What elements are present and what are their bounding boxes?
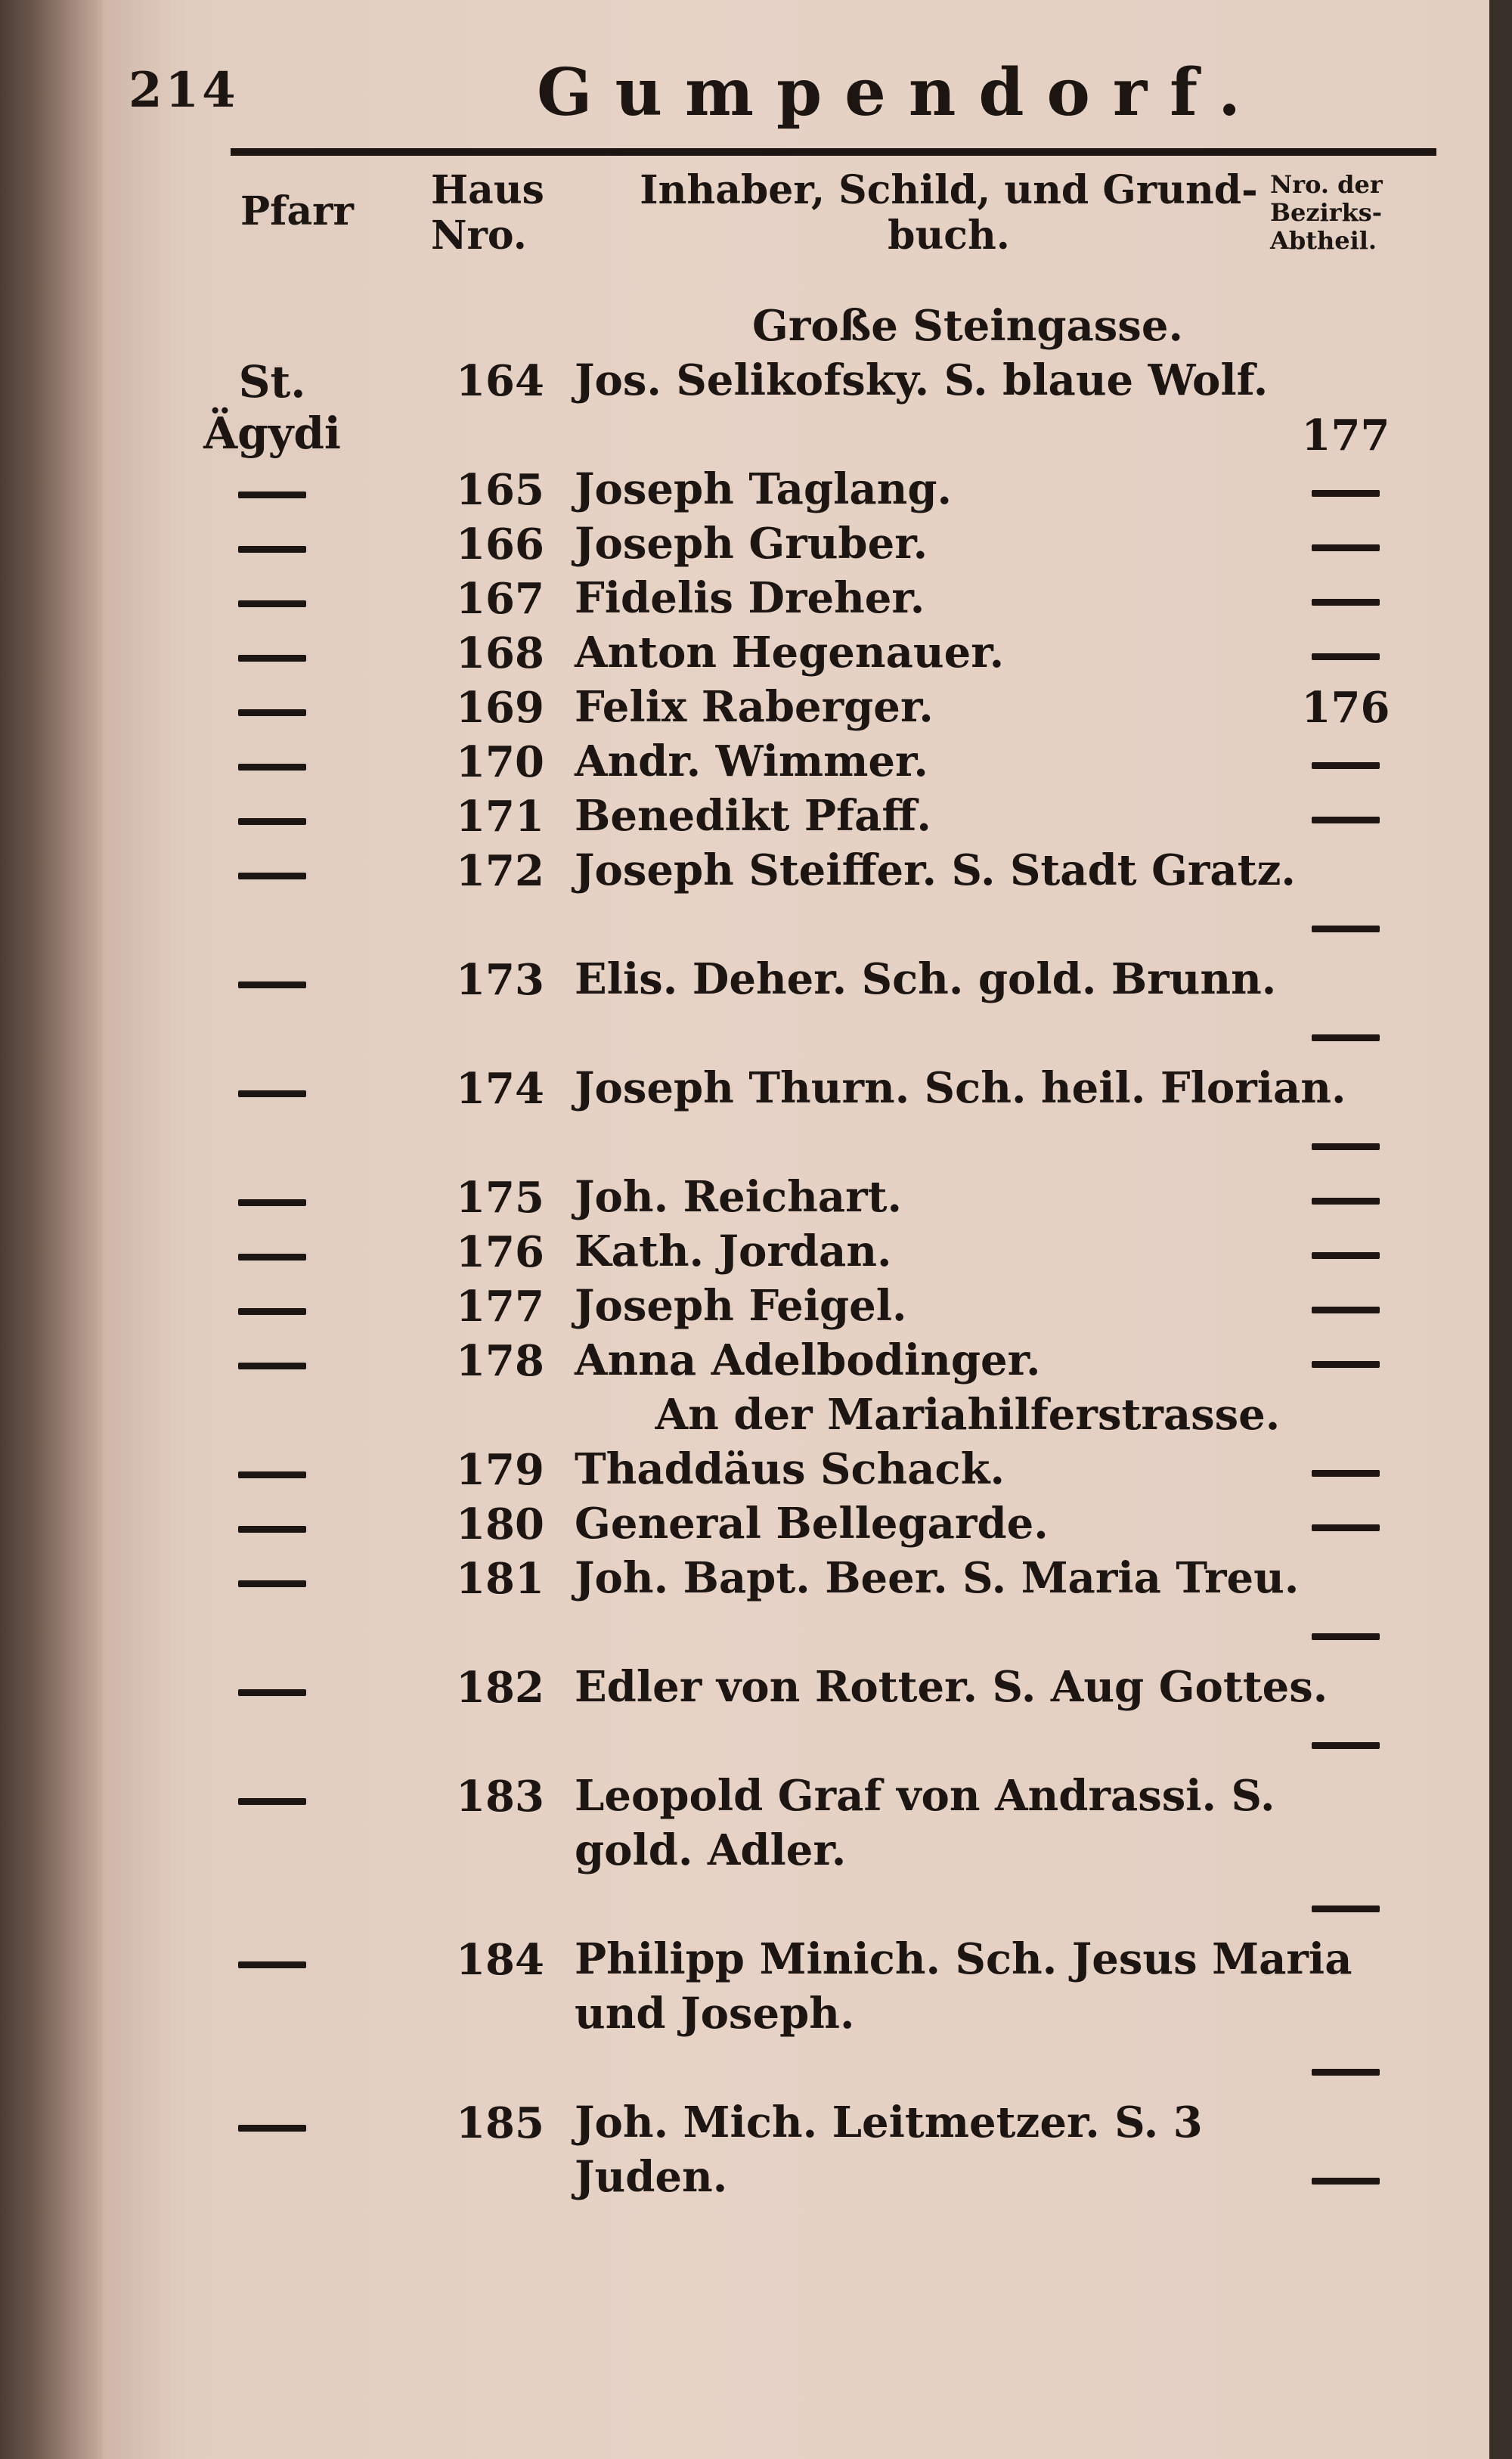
bezirk-cell [1270,1173,1421,1223]
ditto-dash [238,1471,306,1478]
ditto-dash [238,1526,306,1533]
ditto-dash [1312,2069,1380,2076]
bezirk-cell [1270,792,1421,842]
column-header-pfarr: Pfarr [240,188,354,234]
ditto-dash [238,873,306,879]
pfarr-cell [181,792,363,843]
inhaber-cell: Andr. Wimmer. [575,736,928,786]
haus-nro-cell: 164 [456,356,544,406]
pfarr-cell [181,1935,363,1986]
table-row [129,516,1444,571]
ditto-dash [238,709,306,716]
bezirk-cell [1270,737,1421,787]
pfarr-cell [181,1445,363,1496]
pfarr-cell [181,737,363,789]
column-header-bezirk: Nro. der Bezirks-Abtheil. [1270,170,1383,255]
table-row [129,1769,1444,1932]
bezirk-cell [1270,1881,1421,1930]
ditto-dash [1312,490,1380,497]
column-header-inhaber: Inhaber, Schild, und Grund-buch. [640,167,1258,259]
section-title: An der Mariahilferstrasse. [655,1390,1281,1440]
section-heading [129,1388,1444,1442]
bezirk-cell [1270,1118,1421,1168]
ditto-dash [1312,653,1380,660]
ditto-dash [238,2125,306,2132]
bezirk-cell [1270,1499,1421,1549]
section-title: Große Steingasse. [752,301,1183,351]
ditto-dash [1312,2178,1380,2185]
ditto-dash [1312,817,1380,823]
inhaber-cell: Philipp Minich. Sch. Jesus Maria und Joseph. [575,1934,1352,2039]
ditto-dash [238,1199,306,1206]
inhaber-cell: Benedikt Pfaff. [575,791,931,841]
ditto-dash [1312,1143,1380,1150]
pfarr-cell [181,628,363,680]
bezirk-cell [1270,519,1421,569]
inhaber-cell: Joseph Taglang. [575,464,953,514]
haus-nro-cell: 176 [456,1227,544,1277]
ditto-dash [238,1580,306,1587]
ditto-dash [238,546,306,553]
haus-nro-cell: 168 [456,628,544,678]
ditto-dash [1312,1252,1380,1259]
pfarr-cell [181,519,363,571]
ditto-dash [1312,1361,1380,1368]
ditto-dash [238,600,306,607]
haus-nro-cell: 177 [456,1282,544,1332]
bezirk-cell [1270,1445,1421,1495]
bezirk-cell [1270,901,1421,950]
inhaber-cell: Joh. Reichart. [575,1172,902,1222]
table-row [129,1496,1444,1551]
haus-nro-cell: 181 [456,1554,544,1604]
pfarr-cell [181,1064,363,1115]
inhaber-cell: Joseph Gruber. [575,519,928,569]
table-row [129,2095,1444,2204]
inhaber-cell: Jos. Selikofsky. S. blaue Wolf. [575,355,1269,405]
table-row [129,734,1444,789]
book-binding [0,0,102,2459]
ditto-dash [238,1798,306,1805]
haus-nro-cell: 182 [456,1663,544,1713]
haus-nro-cell: 184 [456,1935,544,1985]
inhaber-cell: Edler von Rotter. S. Aug Gottes. [575,1662,1328,1712]
inhaber-cell: Joh. Bapt. Beer. S. Maria Treu. [575,1553,1300,1603]
haus-nro-cell: 172 [456,846,544,896]
ditto-dash [238,764,306,771]
bezirk-cell [1270,2153,1421,2203]
table-row [129,462,1444,516]
bezirk-cell [1270,1009,1421,1059]
ditto-dash [1312,599,1380,606]
inhaber-cell: Joh. Mich. Leitmetzer. S. 3 Juden. [575,2098,1203,2202]
inhaber-cell: Joseph Steiffer. S. Stadt Gratz. [575,845,1296,895]
table-row [129,353,1444,462]
inhaber-cell: Anna Adelbodinger. [575,1335,1041,1385]
ditto-dash [238,655,306,662]
pfarr-cell: St. Ägydi [203,356,341,459]
bezirk-cell: 177 [1301,411,1390,460]
ditto-dash [1312,544,1380,551]
ditto-dash [1312,1524,1380,1531]
inhaber-cell: Joseph Feigel. [575,1281,907,1331]
haus-nro-cell: 165 [456,465,544,515]
ditto-dash [1312,1307,1380,1313]
table-row [129,680,1444,734]
table-row [129,1279,1444,1333]
ditto-dash [238,1363,306,1369]
pfarr-cell [181,2098,363,2150]
haus-nro-cell: 174 [456,1064,544,1114]
ditto-dash [238,491,306,498]
column-headers [129,168,1444,289]
haus-nro-cell: 170 [456,737,544,787]
pfarr-cell [181,846,363,898]
haus-nro-cell: 175 [456,1173,544,1223]
table-row [129,625,1444,680]
running-title: Gumpendorf. [537,54,1264,131]
page-number: 214 [129,62,239,119]
pfarr-cell [181,574,363,625]
ditto-dash [1312,1198,1380,1205]
header-rule [231,148,1436,156]
ditto-dash [1312,762,1380,769]
haus-nro-cell: 178 [456,1336,544,1386]
table-row [129,789,1444,843]
pfarr-cell [181,1663,363,1714]
ditto-dash [1312,1905,1380,1912]
inhaber-cell: Elis. Deher. Sch. gold. Brunn. [575,954,1277,1004]
haus-nro-cell: 169 [456,683,544,733]
bezirk-cell [1270,1608,1421,1658]
inhaber-cell: Kath. Jordan. [575,1226,892,1276]
ditto-dash [238,981,306,988]
pfarr-cell [181,1282,363,1333]
ditto-dash [1312,1034,1380,1041]
inhaber-cell: Fidelis Dreher. [575,573,925,623]
bezirk-cell [1270,1282,1421,1332]
table-row [129,1170,1444,1224]
haus-nro-cell: 173 [456,955,544,1005]
bezirk-cell [1270,1227,1421,1277]
bezirk-cell [1270,574,1421,624]
pfarr-cell [181,1336,363,1388]
pfarr-cell [181,1554,363,1605]
ditto-dash [238,1308,306,1315]
table-row [129,1442,1444,1496]
table-row [129,1333,1444,1388]
inhaber-cell: Felix Raberger. [575,682,934,732]
haus-nro-cell: 171 [456,792,544,842]
table-row [129,843,1444,952]
table-row [129,952,1444,1061]
inhaber-cell: Joseph Thurn. Sch. heil. Florian. [575,1063,1346,1113]
table-row [129,1061,1444,1170]
haus-nro-cell: 180 [456,1499,544,1549]
table-row [129,1551,1444,1660]
haus-nro-cell: 183 [456,1772,544,1822]
table-row [129,1224,1444,1279]
pfarr-cell [181,1772,363,1823]
pfarr-cell [181,1499,363,1551]
ditto-dash [238,1961,306,1968]
pfarr-cell [181,465,363,516]
bezirk-cell [1270,628,1421,678]
pfarr-cell [181,683,363,734]
page-header [129,54,1436,138]
bezirk-cell [1270,1717,1421,1767]
table-row [129,571,1444,625]
inhaber-cell: General Bellegarde. [575,1499,1049,1549]
haus-nro-cell: 179 [456,1445,544,1495]
bezirk-cell [1270,465,1421,515]
ditto-dash [1312,1470,1380,1477]
haus-nro-cell: 185 [456,2098,544,2148]
column-header-haus-nro: Haus Nro. [431,167,544,259]
bezirk-cell [1270,1336,1421,1386]
inhaber-cell: Leopold Graf von Andrassi. S. gold. Adler. [575,1771,1275,1875]
ditto-dash [238,1254,306,1261]
ditto-dash [238,818,306,825]
ditto-dash [238,1689,306,1696]
bezirk-cell [1270,2044,1421,2094]
bezirk-cell: 176 [1301,683,1390,733]
ditto-dash [1312,926,1380,932]
ditto-dash [238,1090,306,1097]
pfarr-cell [181,955,363,1006]
ditto-dash [1312,1633,1380,1640]
pfarr-cell [181,1173,363,1224]
haus-nro-cell: 167 [456,574,544,624]
section-heading [129,299,1444,353]
inhaber-cell: Anton Hegenauer. [575,628,1005,678]
inhaber-cell: Thaddäus Schack. [575,1444,1005,1494]
table-row [129,1932,1444,2095]
haus-nro-cell: 166 [456,519,544,569]
ditto-dash [1312,1742,1380,1749]
pfarr-cell [181,1227,363,1279]
table-row [129,1660,1444,1769]
